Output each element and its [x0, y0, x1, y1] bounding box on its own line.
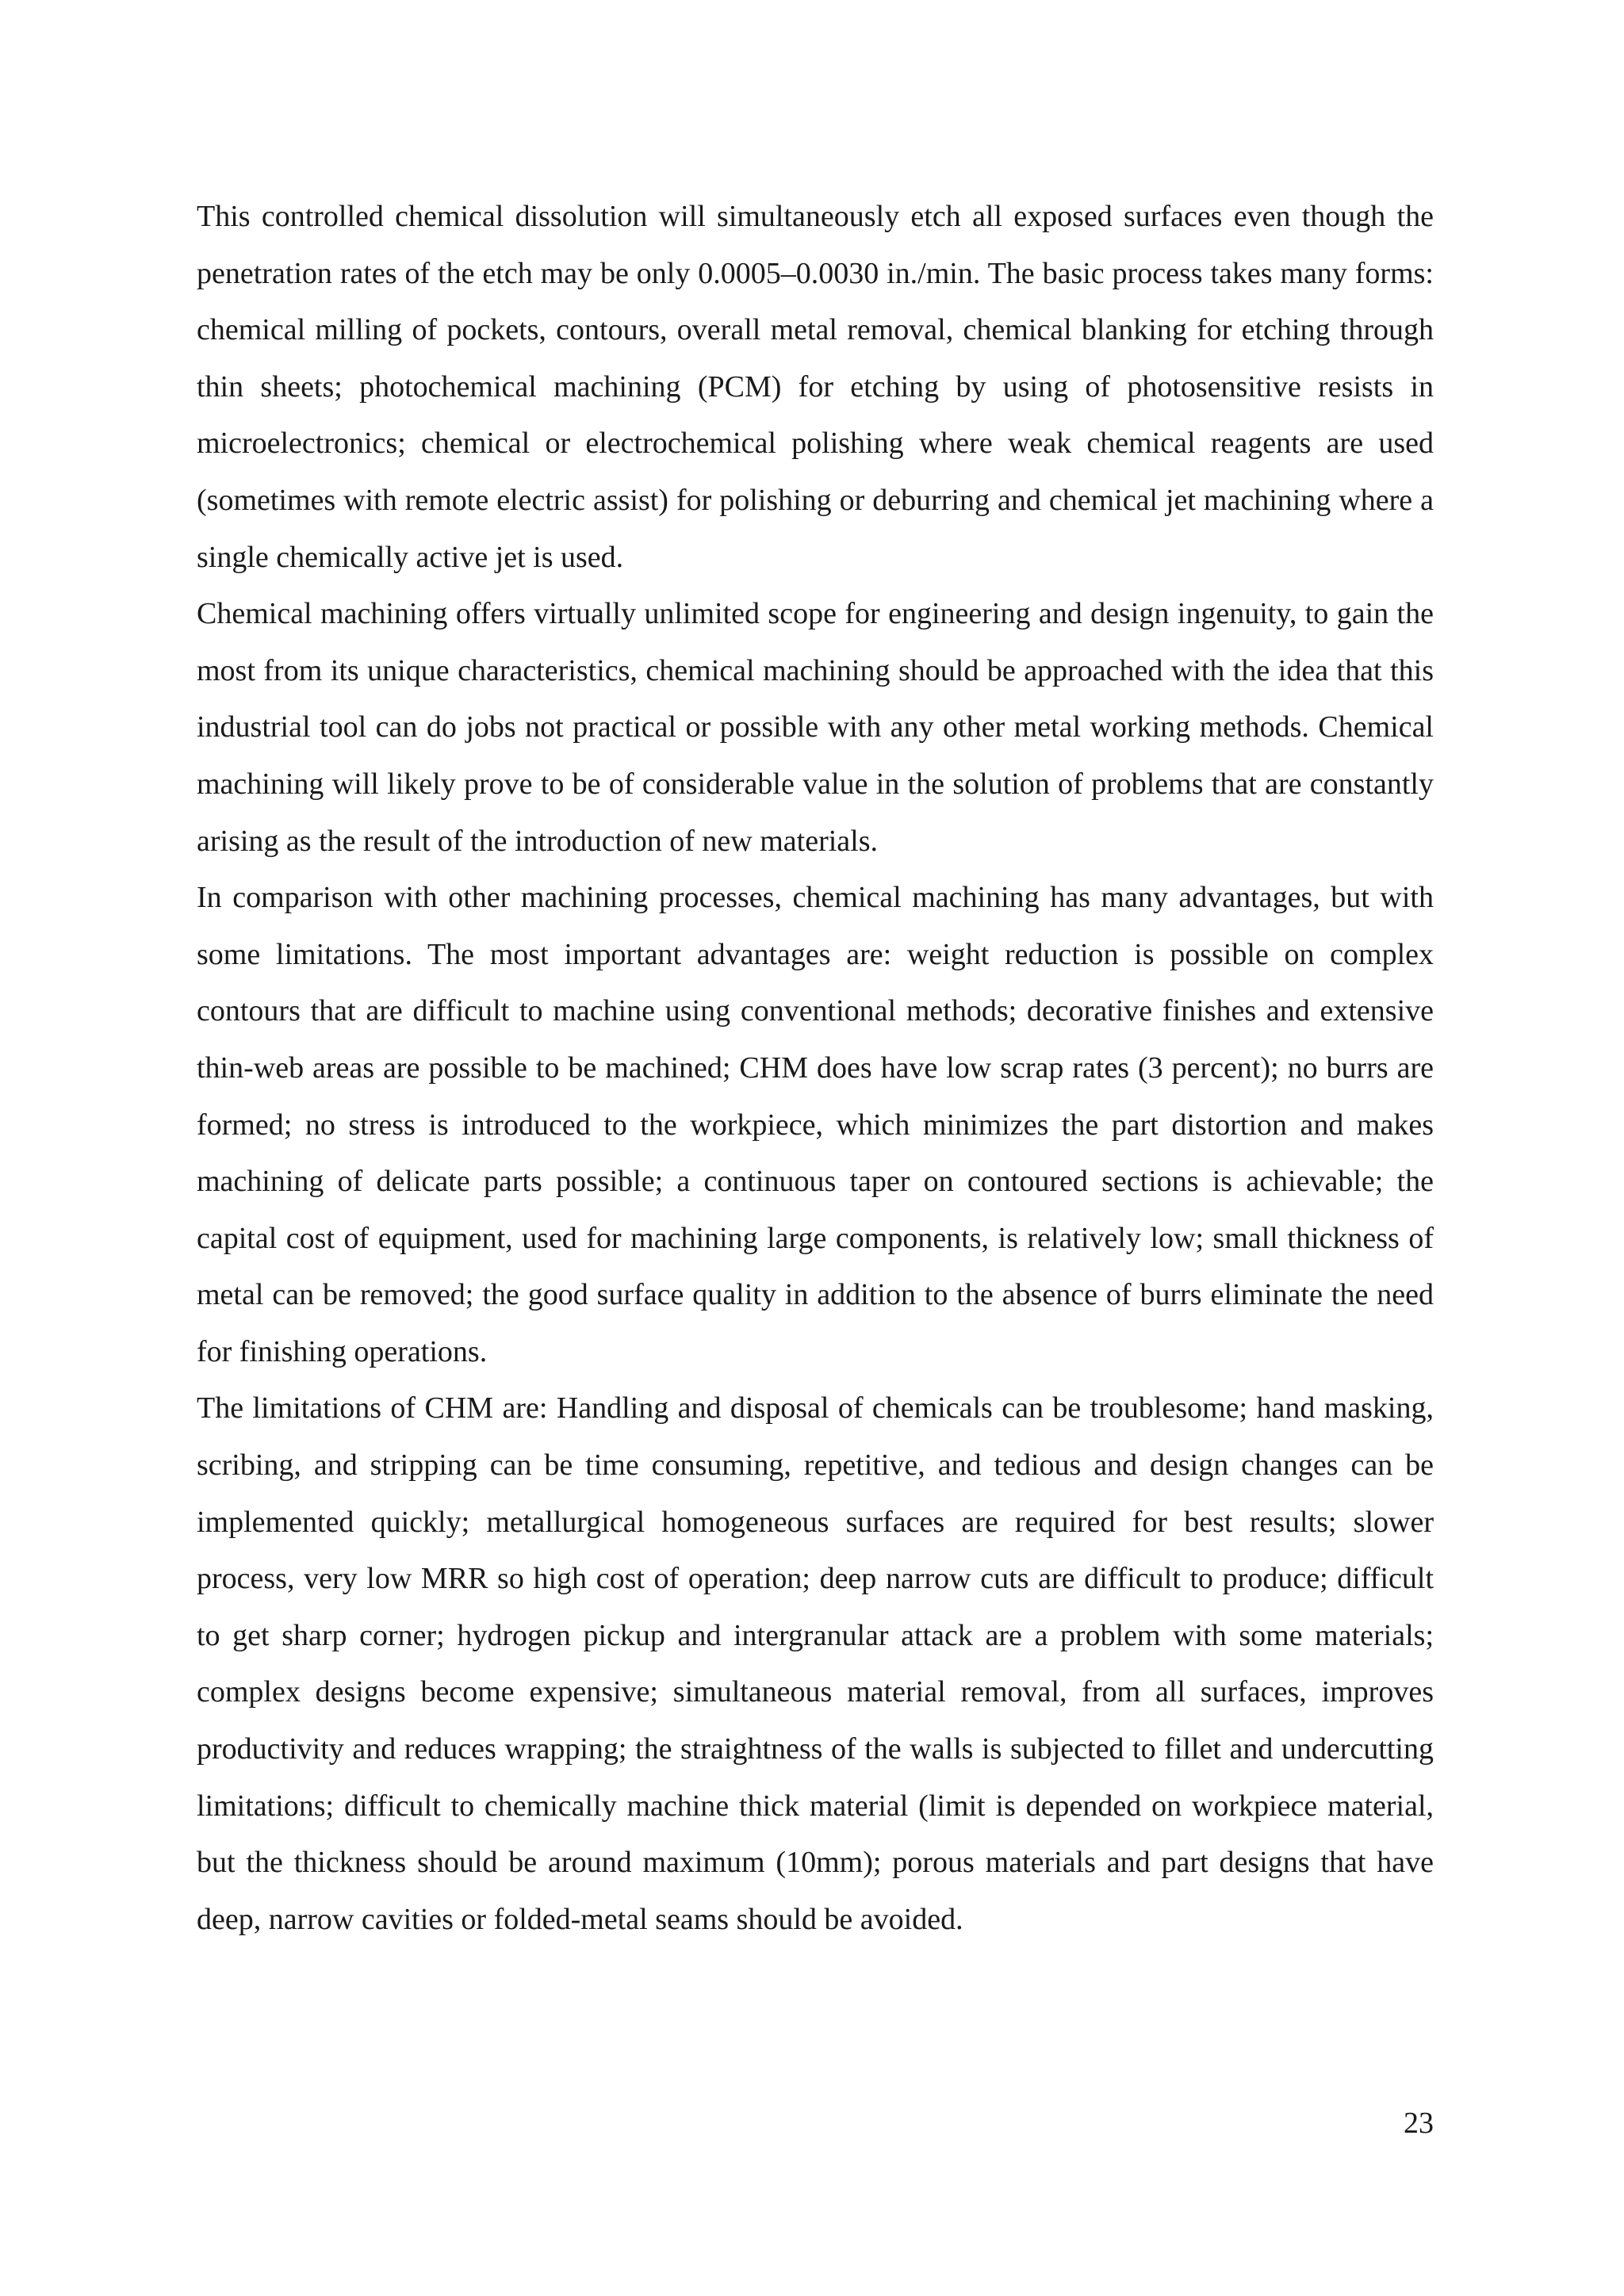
- paragraph-design-ingenuity: Chemical machining offers virtually unlimited scope for engineering and design ingenuity, to gain the most from its unique characteristics, chemical machining should be approached with the idea that this industrial tool can do jobs not practical or possible with any other metal working methods. Chemical machining will likely prove to be of considerable value in the solution of problems that are constantly arising as the result of the introduction of new materials.: [197, 597, 1434, 858]
- paragraph-chemical-dissolution: This controlled chemical dissolution will simultaneously etch all exposed surfaces even though the penetration rates of the etch may be only 0.0005–0.0030 in./min. The basic process takes many forms: chemical milling of pockets, contours, overall metal removal, chemical blanking for etching through thin sheets; photochemical machining (PCM) for etching by using of photosensitive resists in microelectronics; chemical or electrochemical polishing where weak chemical reagents are used (sometimes with remote electric assist) for polishing or deburring and chemical jet machining where a single chemically active jet is used.: [197, 200, 1434, 574]
- body-text: [197, 189, 1434, 1948]
- paragraph-limitations: The limitations of CHM are: Handling and disposal of chemicals can be troublesome; hand masking, scribing, and stripping can be time consuming, repetitive, and tedious and design changes can be implemented quickly; metallurgical homogeneous surfaces are required for best results; slower process, very low MRR so high cost of operation; deep narrow cuts are difficult to produce; difficult to get sharp corner; hydrogen pickup and intergranular attack are a problem with some materials; complex designs become expensive; simultaneous material removal, from all surfaces, improves productivity and reduces wrapping; the straightness of the walls is subjected to fillet and undercutting limitations; difficult to chemically machine thick material (limit is depended on workpiece material, but the thickness should be around maximum (10mm); porous materials and part designs that have deep, narrow cavities or folded-metal seams should be avoided.: [197, 1391, 1434, 1936]
- page-number: 23: [1404, 2107, 1434, 2140]
- paragraph-advantages: In comparison with other machining processes, chemical machining has many advantages, but with some limitations. The most important advantages are: weight reduction is possible on complex contours that are difficult to machine using conventional methods; decorative finishes and extensive thin-web areas are possible to be machined; CHM does have low scrap rates (3 percent); no burrs are formed; no stress is introduced to the workpiece, which minimizes the part distortion and makes machining of delicate parts possible; a continuous taper on contoured sections is achievable; the capital cost of equipment, used for machining large components, is relatively low; small thickness of metal can be removed; the good surface quality in addition to the absence of burrs eliminate the need for finishing operations.: [197, 881, 1434, 1368]
